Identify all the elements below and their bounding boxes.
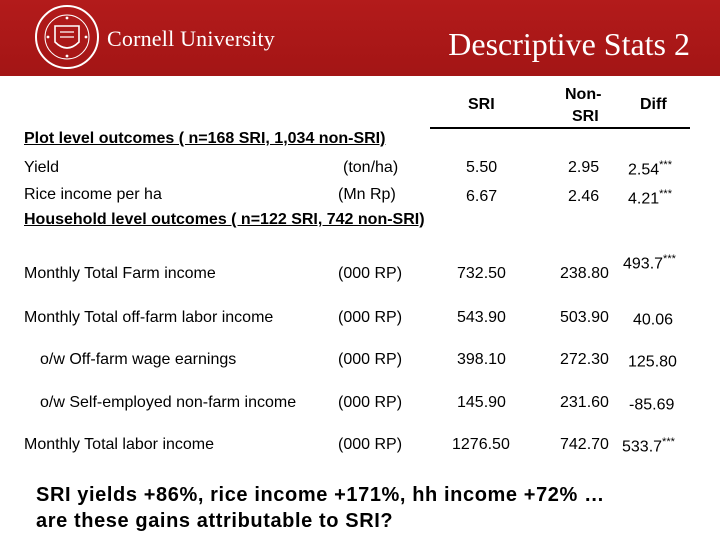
row-unit: (000 RP) xyxy=(338,394,403,411)
row-label: o/w Off-farm wage earnings xyxy=(40,351,237,368)
row-sri-value: 145.90 xyxy=(457,394,506,411)
row-diff-value: 533.7*** xyxy=(622,436,675,456)
column-header-non-sri-line1: Non- xyxy=(565,86,602,103)
row-non-sri-value: 742.70 xyxy=(560,436,609,453)
row-sri-value: 543.90 xyxy=(457,309,506,326)
household-section-heading: Household level outcomes ( n=122 SRI, 742 non-SRI) xyxy=(24,211,425,228)
row-diff-value: 2.54*** xyxy=(628,159,672,179)
column-header-sri: SRI xyxy=(468,96,495,113)
row-diff-value: 493.7*** xyxy=(623,253,676,273)
row-non-sri-value: 2.46 xyxy=(568,188,600,205)
row-unit: (ton/ha) xyxy=(343,159,399,176)
row-non-sri-value: 238.80 xyxy=(560,265,609,282)
column-header-non-sri-line2: SRI xyxy=(572,108,599,125)
plot-section-heading: Plot level outcomes ( n=168 SRI, 1,034 non-SRI) xyxy=(24,130,386,147)
conclusion-line1: SRI yields +86%, rice income +171%, hh income +72% … xyxy=(36,484,605,506)
row-sri-value: 398.10 xyxy=(457,351,506,368)
row-non-sri-value: 231.60 xyxy=(560,394,609,411)
row-label: Rice income per ha xyxy=(24,186,162,203)
row-non-sri-value: 2.95 xyxy=(568,159,600,176)
row-diff-value: -85.69 xyxy=(629,396,675,414)
header-rule xyxy=(430,127,690,129)
row-label: Yield xyxy=(24,159,59,176)
row-label: o/w Self-employed non-farm income xyxy=(40,394,297,411)
row-diff-value: 40.06 xyxy=(633,311,674,329)
row-diff-value: 4.21*** xyxy=(628,188,672,208)
row-sri-value: 6.67 xyxy=(466,188,498,205)
row-sri-value: 1276.50 xyxy=(452,436,510,453)
university-name: Cornell University xyxy=(107,26,275,51)
row-unit: (000 RP) xyxy=(338,265,403,282)
row-non-sri-value: 272.30 xyxy=(560,351,609,368)
row-unit: (000 RP) xyxy=(338,436,403,453)
row-label: Monthly Total labor income xyxy=(24,436,215,453)
row-unit: (Mn Rp) xyxy=(338,186,396,203)
row-unit: (000 RP) xyxy=(338,351,403,368)
conclusion-line2: are these gains attributable to SRI? xyxy=(36,510,394,532)
row-non-sri-value: 503.90 xyxy=(560,309,609,326)
row-label: Monthly Total Farm income xyxy=(24,265,216,282)
row-diff-value: 125.80 xyxy=(628,353,677,371)
header-banner xyxy=(0,0,720,76)
row-label: Monthly Total off-farm labor income xyxy=(24,309,274,326)
conclusion-text xyxy=(36,482,706,534)
row-unit: (000 RP) xyxy=(338,309,403,326)
cornell-seal-icon xyxy=(34,4,100,70)
column-header-diff: Diff xyxy=(640,96,667,113)
slide-title: Descriptive Stats 2 xyxy=(448,26,690,62)
row-sri-value: 732.50 xyxy=(457,265,506,282)
row-sri-value: 5.50 xyxy=(466,159,498,176)
